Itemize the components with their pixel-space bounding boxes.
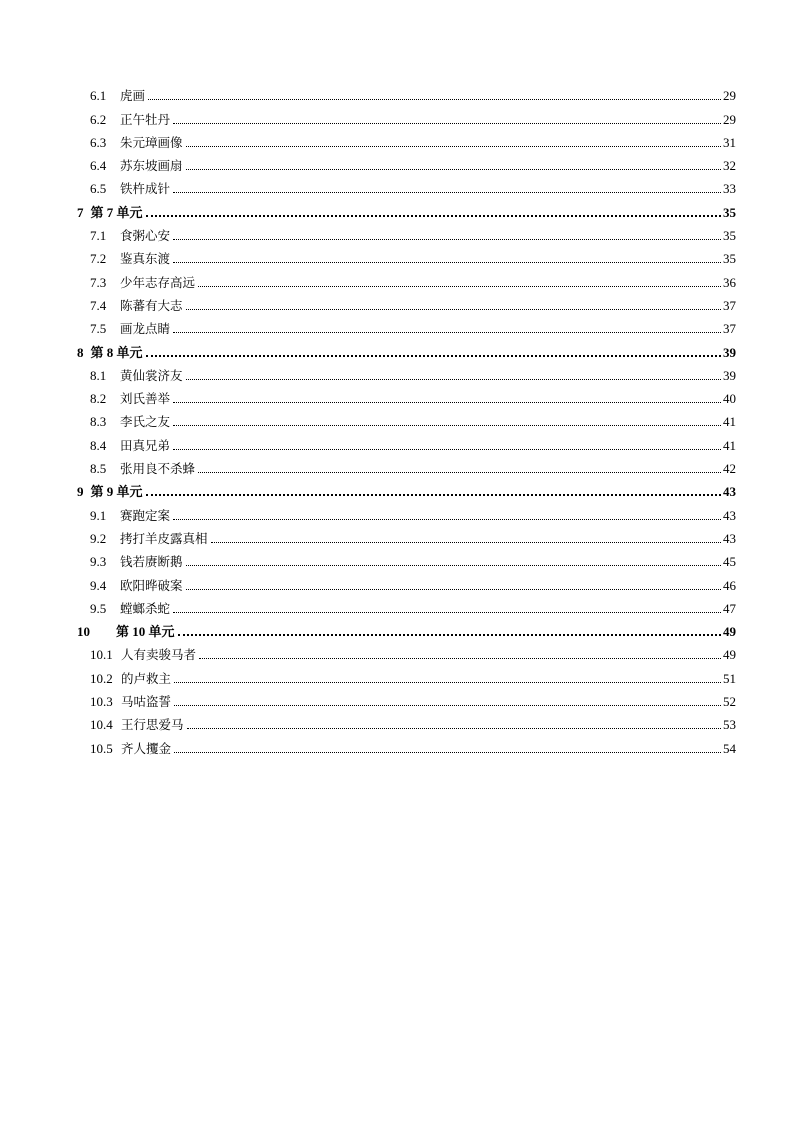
toc-entry-number: 7.5	[90, 321, 107, 337]
toc-entry-number: 10.5	[90, 740, 113, 756]
toc-entry-8-5[interactable]	[0, 456, 794, 479]
dot-leader	[148, 99, 721, 100]
toc-entry-8-2[interactable]	[0, 386, 794, 409]
toc-entry-number: 9.4	[90, 577, 107, 593]
toc-entry-page: 39	[723, 367, 736, 383]
toc-entry-8-3[interactable]	[0, 409, 794, 432]
toc-entry-number: 10.4	[90, 717, 113, 733]
toc-entry-number: 9.1	[90, 507, 107, 523]
toc-entry-9-5[interactable]	[0, 596, 794, 619]
toc-entry-number: 8.5	[90, 461, 107, 477]
toc-chapter-title: 第 7 单元	[90, 204, 143, 220]
toc-entry-number: 8.3	[90, 414, 107, 430]
toc-entry-number: 6.5	[90, 181, 107, 197]
toc-entry-title: 刘氏善举	[120, 391, 171, 407]
toc-entry-number: 6.3	[90, 134, 107, 150]
dot-leader	[173, 262, 721, 263]
toc-chapter-10[interactable]	[0, 619, 794, 642]
toc-entry-number: 9.5	[90, 600, 107, 616]
toc-chapter-page: 49	[723, 624, 736, 640]
dot-leader	[173, 123, 721, 124]
toc-entry-title: 的卢救主	[121, 670, 172, 686]
toc-chapter-number: 7	[77, 204, 84, 220]
toc-entry-number: 7.2	[90, 251, 107, 267]
toc-entry-title: 正午牡丹	[120, 111, 171, 127]
dot-leader	[173, 612, 721, 613]
toc-entry-page: 36	[723, 274, 736, 290]
toc-entry-6-1[interactable]	[0, 83, 794, 106]
dot-leader	[187, 728, 721, 729]
toc-entry-title: 食粥心安	[120, 228, 171, 244]
toc-entry-7-3[interactable]	[0, 269, 794, 292]
dot-leader	[173, 332, 721, 333]
toc-entry-page: 31	[723, 134, 736, 150]
toc-entry-number: 8.1	[90, 367, 107, 383]
toc-entry-page: 35	[723, 228, 736, 244]
toc-entry-page: 29	[723, 111, 736, 127]
toc-chapter-9[interactable]	[0, 479, 794, 502]
toc-entry-10-5[interactable]	[0, 735, 794, 758]
dot-leader	[186, 146, 721, 147]
dot-leader	[174, 752, 721, 753]
toc-entry-page: 35	[723, 251, 736, 267]
dot-leader	[199, 658, 721, 659]
toc-entry-7-4[interactable]	[0, 293, 794, 316]
toc-entry-number: 6.4	[90, 158, 107, 174]
dot-leader	[173, 519, 721, 520]
toc-chapter-7[interactable]	[0, 199, 794, 222]
toc-entry-number: 6.1	[90, 88, 107, 104]
dot-leader	[198, 286, 721, 287]
toc-entry-title: 少年志存高远	[120, 274, 196, 290]
toc-entry-page: 47	[723, 600, 736, 616]
toc-entry-page: 49	[723, 647, 736, 663]
dot-leader	[178, 634, 721, 636]
toc-entry-page: 43	[723, 507, 736, 523]
toc-entry-page: 52	[723, 694, 736, 710]
dot-leader	[173, 449, 721, 450]
toc-entry-page: 41	[723, 437, 736, 453]
toc-entry-7-2[interactable]	[0, 246, 794, 269]
toc-entry-title: 人有卖骏马者	[121, 647, 197, 663]
toc-entry-title: 螳螂杀蛇	[120, 600, 171, 616]
toc-entry-number: 9.2	[90, 530, 107, 546]
toc-entry-title: 齐人攫金	[121, 740, 172, 756]
toc-entry-title: 钱若赓断鹅	[120, 554, 183, 570]
toc-entry-page: 51	[723, 670, 736, 686]
toc-entry-8-1[interactable]	[0, 363, 794, 386]
toc-chapter-title: 第 9 单元	[90, 484, 143, 500]
toc-entry-6-2[interactable]	[0, 106, 794, 129]
toc-entry-title: 赛跑定案	[120, 507, 171, 523]
toc-entry-title: 欧阳晔破案	[120, 577, 183, 593]
toc-entry-title: 马咕盗誓	[121, 694, 172, 710]
toc-entry-number: 10.3	[90, 694, 113, 710]
dot-leader	[146, 355, 721, 357]
dot-leader	[173, 192, 721, 193]
toc-entry-page: 54	[723, 740, 736, 756]
toc-entry-number: 7.3	[90, 274, 107, 290]
dot-leader	[173, 239, 721, 240]
dot-leader	[186, 589, 721, 590]
toc-entry-title: 虎画	[120, 88, 146, 104]
toc-entry-title: 李氏之友	[120, 414, 171, 430]
toc-entry-10-2[interactable]	[0, 665, 794, 688]
toc-entry-page: 40	[723, 391, 736, 407]
toc-entry-title: 田真兄弟	[120, 437, 171, 453]
toc-entry-page: 37	[723, 321, 736, 337]
toc-entry-page: 45	[723, 554, 736, 570]
toc-entry-title: 朱元璋画像	[120, 134, 183, 150]
toc-entry-7-5[interactable]	[0, 316, 794, 339]
dot-leader	[186, 565, 721, 566]
toc-entry-title: 铁杵成针	[120, 181, 171, 197]
toc-entry-page: 43	[723, 530, 736, 546]
toc-entry-title: 鉴真东渡	[120, 251, 171, 267]
toc-chapter-title: 第 10 单元	[116, 624, 175, 640]
dot-leader	[173, 402, 721, 403]
toc-entry-page: 42	[723, 461, 736, 477]
toc-entry-number: 6.2	[90, 111, 107, 127]
toc-entry-page: 46	[723, 577, 736, 593]
dot-leader	[198, 472, 721, 473]
toc-entry-8-4[interactable]	[0, 432, 794, 455]
toc-entry-9-4[interactable]	[0, 572, 794, 595]
toc-entry-title: 黄仙裳济友	[120, 367, 183, 383]
toc-chapter-page: 43	[723, 484, 736, 500]
toc-entry-6-3[interactable]	[0, 130, 794, 153]
dot-leader	[174, 705, 721, 706]
toc-entry-page: 41	[723, 414, 736, 430]
dot-leader	[174, 682, 721, 683]
toc-entry-10-4[interactable]	[0, 712, 794, 735]
toc-entry-page: 37	[723, 297, 736, 313]
toc-entry-title: 王行思爱马	[121, 717, 184, 733]
toc-entry-number: 10.1	[90, 647, 113, 663]
toc-entry-page: 32	[723, 158, 736, 174]
toc-entry-page: 29	[723, 88, 736, 104]
toc-entry-9-1[interactable]	[0, 502, 794, 525]
toc-entry-number: 9.3	[90, 554, 107, 570]
toc-entry-6-5[interactable]	[0, 176, 794, 199]
toc-entry-title: 拷打羊皮露真相	[120, 530, 208, 546]
toc-entry-6-4[interactable]	[0, 153, 794, 176]
toc-entry-number: 8.2	[90, 391, 107, 407]
toc-entry-10-3[interactable]	[0, 689, 794, 712]
toc-entry-9-3[interactable]	[0, 549, 794, 572]
toc-entry-page: 53	[723, 717, 736, 733]
toc-entry-7-1[interactable]	[0, 223, 794, 246]
toc-chapter-number: 9	[77, 484, 84, 500]
toc-entry-number: 8.4	[90, 437, 107, 453]
toc-chapter-title: 第 8 单元	[90, 344, 143, 360]
toc-entry-page: 33	[723, 181, 736, 197]
toc-chapter-number: 10	[77, 624, 90, 640]
dot-leader	[146, 494, 721, 496]
dot-leader	[186, 309, 721, 310]
toc-chapter-8[interactable]	[0, 339, 794, 362]
toc-entry-number: 7.4	[90, 297, 107, 313]
dot-leader	[186, 169, 721, 170]
dot-leader	[146, 215, 721, 217]
toc-chapter-page: 35	[723, 204, 736, 220]
toc-entry-number: 10.2	[90, 670, 113, 686]
toc-chapter-number: 8	[77, 344, 84, 360]
toc-entry-9-2[interactable]	[0, 526, 794, 549]
dot-leader	[186, 379, 721, 380]
toc-entry-title: 张用良不杀蜂	[120, 461, 196, 477]
toc-entry-10-1[interactable]	[0, 642, 794, 665]
toc-entry-title: 画龙点睛	[120, 321, 171, 337]
toc-chapter-page: 39	[723, 344, 736, 360]
dot-leader	[211, 542, 721, 543]
table-of-contents	[0, 83, 794, 759]
dot-leader	[173, 425, 721, 426]
toc-entry-title: 苏东坡画扇	[120, 158, 183, 174]
toc-entry-title: 陈蕃有大志	[120, 297, 183, 313]
toc-entry-number: 7.1	[90, 228, 107, 244]
